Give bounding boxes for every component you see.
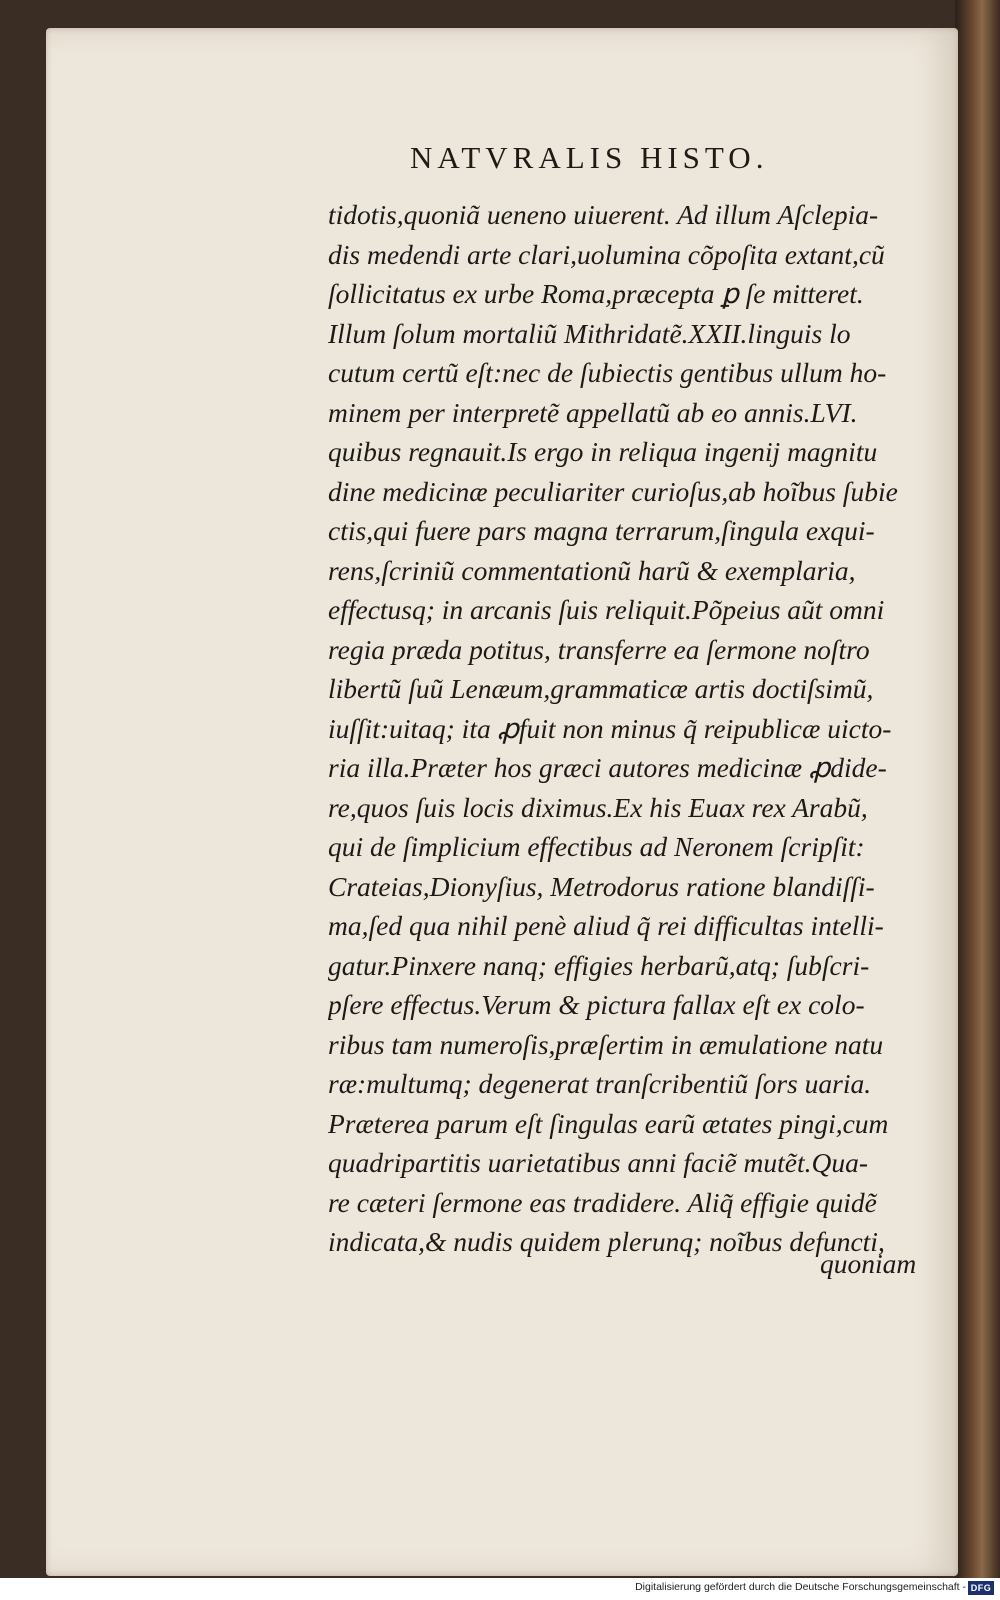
book-edge [955,0,1000,1578]
text-line: pſere effectus.Verum & pictura fallax eſt ex colo- [328,989,865,1020]
text-line: rens,ſcriniũ commentationũ harũ & exemplaria, [328,554,856,586]
text-line: quadripartitis uarietatibus anni faciẽ mutẽt.Qua- [328,1147,869,1178]
dfg-logo: DFG [968,1581,994,1595]
text-line: quibus regnauit.Is ergo in reliqua ingenij magnitu [328,436,878,467]
text-line: effectusq; in arcanis ſuis reliquit.Põpeius aũt omni [328,594,885,625]
funding-credit: Digitalisierung gefördert durch die Deutsche Forschungsgemeinschaft - [635,1581,966,1593]
running-head: NATVRALIS HISTO. [410,140,769,175]
text-line: indicata,& nudis quidem plerunq; noĩbus defuncti, [328,1226,885,1257]
text-line: ctis,qui fuere pars magna terrarum,ſingula exqui- [328,515,875,546]
text-line: qui de ſimplicium effectibus ad Neronem ſcripſit: [328,831,865,862]
text-line: ria illa.Præter hos græci autores medicinæ ꝓdide- [328,752,887,783]
text-line: dis medendi arte clari,uolumina cõpoſita extant,cũ [328,238,885,270]
text-line: iuſſit:uitaq; ita ꝓfuit non minus q̃ reipublicæ uicto- [328,712,892,744]
catchword: quoniam [820,1248,917,1279]
text-line: Præterea parum eſt ſingulas earũ ætates pingi,cum [328,1107,889,1139]
text-line: dine medicinæ peculiariter curioſus,ab hoĩbus ſubie [328,475,898,507]
text-line: ſollicitatus ex urbe Roma,præcepta ꝑ ſe mitteret. [328,278,864,309]
body-text [328,195,928,1262]
text-line: regia præda potitus, transferre ea ſermone noſtro [328,633,870,665]
text-line: gatur.Pinxere nanq; effigies herbarũ,atq; ſubſcri- [328,949,870,981]
text-line: re,quos ſuis locis diximus.Ex his Euax rex Arabũ, [328,791,868,823]
text-line: tidotis,quoniã ueneno uiuerent. Ad illum Aſclepia- [328,199,879,230]
text-line: ma,ſed qua nihil penè aliud q̃ rei difficultas intelli- [328,910,884,941]
text-line: Illum ſolum mortaliũ Mithridatẽ.XXII.linguis lo [328,317,851,349]
text-line: libertũ ſuũ Lenæum,grammaticæ artis doctiſsimũ, [328,673,874,704]
text-line: ribus tam numeroſis,præſertim in æmulatione natu [328,1028,884,1060]
text-line: minem per interpretẽ appellatũ ab eo annis.LVI. [328,396,858,428]
text-line: Crateias,Dionyſius, Metrodorus ratione blandiſſi- [328,870,875,902]
text-line: re cæteri ſermone eas tradidere. Aliq̃ effigie quidẽ [328,1186,877,1218]
text-line: cutum certũ eſt:nec de ſubiectis gentibus ullum ho- [328,357,887,388]
text-line: ræ:multumq; degenerat tranſcribentiũ ſors uaria. [328,1068,872,1099]
